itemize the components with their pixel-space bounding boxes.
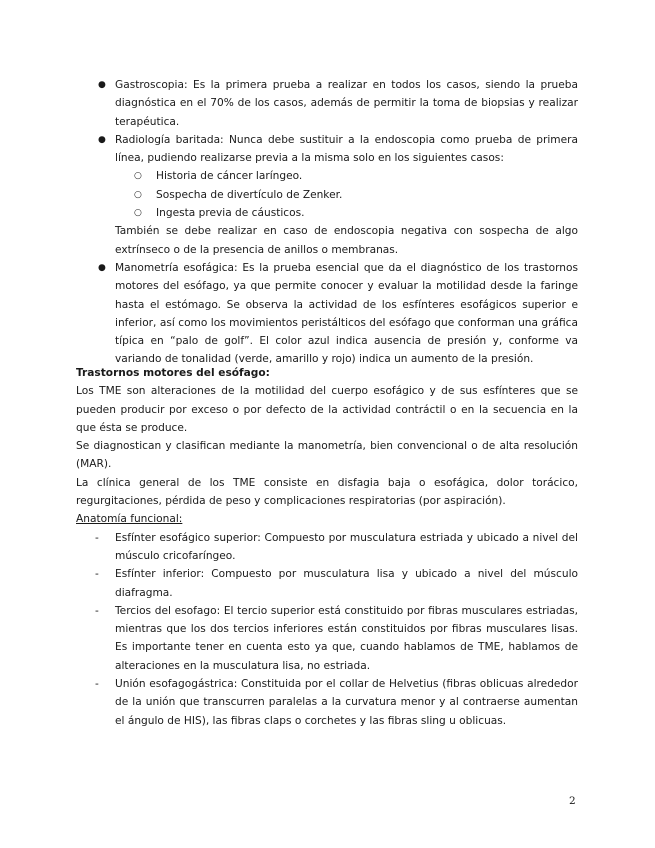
sub-bullet-marker: ○: [134, 171, 142, 182]
sub-item-text: Sospecha de divertículo de Zenker.: [156, 188, 343, 201]
dash-marker: -: [95, 678, 99, 691]
sub-item-text: Ingesta previa de cáusticos.: [156, 207, 305, 220]
paragraph: La clínica general de los TME consiste en disfagia baja o esofágica, dolor torácico, regurgitaciones, pérdida de peso y complicaciones respiratorias (por aspiración).: [76, 476, 578, 508]
sub-item: [115, 204, 578, 222]
sub-item: [115, 167, 578, 185]
sub-list: [115, 167, 578, 222]
dash-marker: -: [95, 568, 99, 581]
anatomy-list: [76, 529, 578, 730]
section-heading: Trastornos motores del esófago:: [76, 367, 270, 379]
bullet-item-manometria: [76, 259, 578, 369]
dash-item: [76, 602, 578, 675]
bullet-marker: ●: [98, 134, 106, 145]
bullet-item-gastroscopia: [76, 76, 578, 131]
dash-item-text: Esfínter inferior: Compuesto por musculatura lisa y ubicado a nivel del músculo diafragma.: [115, 568, 578, 599]
bullet-text: Gastroscopia: Es la primera prueba a realizar en todos los casos, siendo la prueba diagnóstica en el 70% de los casos, además de permitir la toma de biopsias y realizar terapéutica.: [115, 79, 578, 128]
sub-bullet-marker: ○: [134, 189, 142, 200]
paragraph: Los TME son alteraciones de la motilidad del cuerpo esofágico y de sus esfínteres que se pueden producir por exceso o por defecto de la actividad contráctil o en la secuencia en la que ésta se produce.: [76, 385, 578, 434]
bullet-followup-text: También se debe realizar en caso de endoscopia negativa con sospecha de algo extrínseco o de la presencia de anillos o membranas.: [115, 225, 578, 256]
dash-item-text: Tercios del esofago: El tercio superior está constituido por fibras musculares estriadas, mientras que los dos tercios inferiores están constituidos por fibras musculares lisas. Es importante tener en cuenta esto ya que, cuando hablamos de TME, hablamos de alteraciones en la musculatura lisa, no estriada.: [115, 604, 578, 672]
dash-item: [76, 529, 578, 566]
dash-item-text: Unión esofagogástrica: Constituida por el collar de Helvetius (fibras oblicuas alrededor de la unión que transcurren paralelas a la curvatura menor y al contraerse aumentan el ángulo de HIS), las fibras claps o corchetes y las fibras sling u oblicuas.: [115, 678, 578, 727]
sub-item: [115, 186, 578, 204]
dash-marker: -: [95, 604, 99, 617]
tme-section: [76, 364, 578, 730]
diagnostic-tests-list: [76, 76, 578, 369]
paragraph: Se diagnostican y clasifican mediante la manometría, bien convencional o de alta resolución (MAR).: [76, 440, 578, 471]
dash-item-text: Esfínter esofágico superior: Compuesto por musculatura estriada y ubicado a nivel del músculo cricofaríngeo.: [115, 531, 578, 562]
subheading: Anatomía funcional:: [76, 513, 183, 526]
bullet-text: Manometría esofágica: Es la prueba esencial que da el diagnóstico de los trastornos motores del esófago, ya que permite conocer y evaluar la motilidad desde la faringe hasta el estómago. Se observa la actividad de los esfínteres esofágicos superior e inferior, así como los movimientos peristálticos del esófago que conforman una gráfica típica en “palo de golf”. El color azul indica ausencia de presión y, conforme va variando de tonalidad (verde, amarillo y rojo) indica un aumento de la presión.: [115, 261, 578, 366]
dash-item: [76, 565, 578, 602]
bullet-marker: ●: [98, 80, 106, 90]
sub-bullet-marker: ○: [134, 208, 142, 219]
dash-item: [76, 675, 578, 730]
bullet-text: Radiología baritada: Nunca debe sustituir a la endoscopia como prueba de primera línea, pudiendo realizarse previa a la misma solo en los siguientes casos:: [115, 133, 578, 165]
bullet-item-radiologia: [76, 131, 578, 259]
dash-marker: -: [95, 531, 99, 544]
page-number: 2: [569, 795, 576, 807]
bullet-marker: ●: [98, 262, 106, 273]
sub-item-text: Historia de cáncer laríngeo.: [156, 170, 303, 183]
